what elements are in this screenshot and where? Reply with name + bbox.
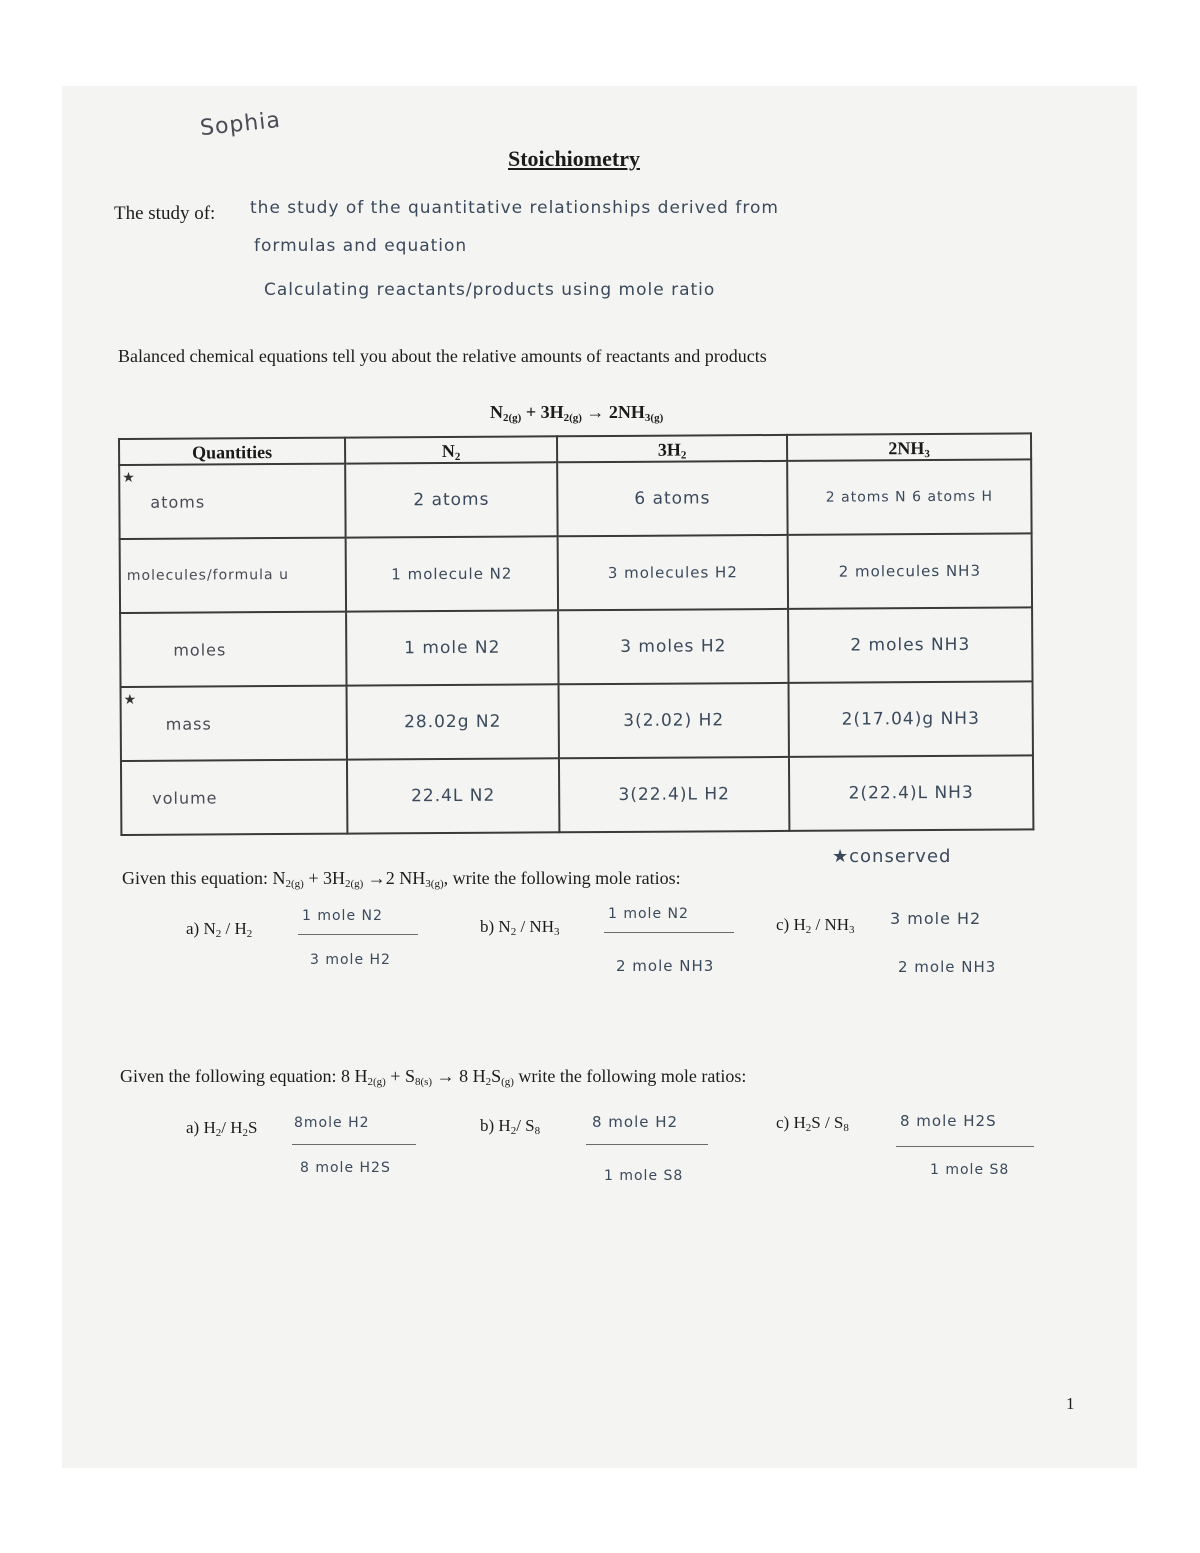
- ratios1-c-denominator: 2 mole NH3: [898, 958, 997, 976]
- cell-h2-mass: 3(2.02) H2: [559, 683, 789, 758]
- ratios1-b-label: b) $N_2 / NH_3$: [480, 917, 560, 938]
- row-label-molecules: molecules/formula u: [120, 538, 346, 613]
- cell-nh3-moles: 2 moles NH3: [788, 607, 1032, 682]
- balanced-equations-intro: Balanced chemical equations tell you about the relative amounts of reactants and products: [118, 346, 767, 366]
- ratios2-a-fraction-bar: [292, 1144, 416, 1145]
- ratios2-a-numerator: 8mole H2: [294, 1115, 370, 1131]
- ratios2-a-label: a) $H_2/$ $H_2S$: [186, 1118, 258, 1139]
- cell-h2-atoms: 6 atoms: [557, 461, 787, 536]
- ratios2-prompt: Given the following equation: 8 $H_{2(g)} + S_{8(s)} \to 8$ $H_2S_{(g)}$ write the following mole ratios:: [120, 1066, 747, 1088]
- quantities-table: [118, 432, 1034, 836]
- ratios2-c-fraction-bar: [896, 1146, 1034, 1147]
- header-quantities: Quantities: [119, 438, 345, 465]
- ratios1-prompt: Given this equation: $N_{2(g)} + 3H_{2(g)} \to 2$ $NH_{3(g)}$, write the following mole ratios:: [122, 868, 681, 890]
- ratios1-b-fraction-bar: [604, 932, 734, 933]
- ratios1-a-fraction-bar: [298, 934, 418, 935]
- cell-h2-moles: 3 moles H2: [558, 609, 788, 684]
- ratios1-b-numerator: 1 mole N2: [608, 906, 689, 922]
- row-label-atoms: ★ atoms: [119, 464, 345, 539]
- conserved-note: ★conserved: [832, 846, 952, 867]
- ratios2-c-numerator: 8 mole H2S: [900, 1112, 997, 1130]
- study-of-answer-line3: Calculating reactants/products using mole ratio: [264, 280, 716, 300]
- student-name: Sophia: [198, 107, 283, 142]
- ratios2-a-denominator: 8 mole H2S: [300, 1160, 391, 1176]
- cell-n2-molecules: 1 molecule N2: [346, 536, 558, 611]
- cell-nh3-volume: 2(22.4)L NH3: [789, 755, 1033, 830]
- table-row: [120, 607, 1032, 687]
- cell-nh3-atoms: 2 atoms N 6 atoms H: [787, 459, 1031, 534]
- row-label-volume: volume: [121, 760, 347, 835]
- ratios2-b-fraction-bar: [586, 1144, 708, 1145]
- study-of-answer-line1: the study of the quantitative relationships derived from: [250, 198, 779, 218]
- table-row: [120, 533, 1032, 613]
- ratios1-b-denominator: 2 mole NH3: [616, 957, 715, 975]
- page-title: Stoichiometry: [508, 146, 640, 171]
- cell-n2-moles: 1 mole N2: [346, 610, 558, 685]
- row-label-mass: ★ mass: [121, 686, 347, 761]
- ratios2-b-numerator: 8 mole H2: [592, 1113, 679, 1131]
- header-n2: $N_2$: [345, 436, 557, 463]
- ratios2-c-denominator: 1 mole S8: [930, 1162, 1010, 1178]
- main-equation: $N_{2(g)} + 3H_{2(g)} \to 2NH_{3(g)}$: [490, 402, 664, 424]
- star-icon: ★: [122, 469, 136, 486]
- cell-n2-atoms: 2 atoms: [345, 462, 557, 537]
- cell-h2-molecules: 3 molecules H2: [558, 535, 788, 610]
- cell-nh3-molecules: 2 molecules NH3: [788, 533, 1032, 608]
- header-3h2: $3H_2$: [557, 435, 787, 462]
- cell-nh3-mass: 2(17.04)g NH3: [789, 681, 1033, 756]
- ratios1-a-denominator: 3 mole H2: [310, 952, 391, 968]
- cell-n2-mass: 28.02g N2: [347, 684, 559, 759]
- ratios2-b-label: b) $H_2/$ $S_8$: [480, 1116, 541, 1137]
- ratios1-c-label: c) $H_2 / NH_3$: [776, 915, 855, 936]
- ratios2-c-label: c) $H_2S / S_8$: [776, 1113, 849, 1134]
- row-label-moles: moles: [120, 612, 346, 687]
- page-number: 1: [1066, 1394, 1075, 1413]
- table-row: [121, 755, 1033, 835]
- ratios2-b-denominator: 1 mole S8: [604, 1168, 684, 1184]
- header-2nh3: $2NH_3$: [787, 433, 1031, 460]
- cell-h2-volume: 3(22.4)L H2: [559, 757, 789, 832]
- table-row: [121, 681, 1033, 761]
- star-icon: ★: [123, 691, 138, 708]
- study-of-answer-line2: formulas and equation: [254, 236, 468, 256]
- study-of-label: The study of:: [114, 203, 216, 224]
- cell-n2-volume: 22.4L N2: [347, 758, 559, 833]
- ratios1-a-label: a) $N_2 / H_2$: [186, 919, 253, 940]
- table-row: [119, 459, 1031, 539]
- ratios1-a-numerator: 1 mole N2: [302, 908, 383, 924]
- ratios1-c-numerator: 3 mole H2: [890, 909, 982, 928]
